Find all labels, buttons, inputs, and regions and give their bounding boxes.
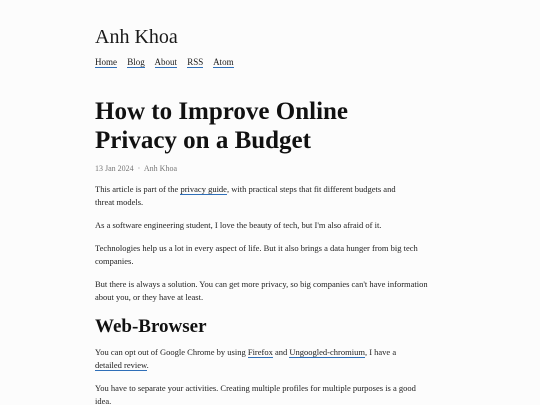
nav-atom-link[interactable]: Atom xyxy=(213,57,234,67)
nav-blog-link[interactable]: Blog xyxy=(127,57,145,67)
site-title[interactable]: Anh Khoa xyxy=(95,26,178,48)
post-author: Anh Khoa xyxy=(143,164,178,173)
post-meta xyxy=(95,163,445,175)
paragraph-text: and xyxy=(272,347,290,357)
paragraph-technologies: Technologies help us a lot in every aspect of life. But it also brings a data hunger from big tech companies. xyxy=(95,243,418,266)
paragraph-text: . xyxy=(146,360,149,370)
content-column xyxy=(95,25,445,405)
paragraph-text: , with practical steps that fit different budgets and threat models. xyxy=(95,184,396,207)
privacy-guide-link[interactable]: privacy guide xyxy=(180,184,227,194)
nav-about-link[interactable]: About xyxy=(154,57,178,67)
paragraph-browser xyxy=(95,346,415,372)
paragraph-intro xyxy=(95,183,415,209)
post-title-line-1: How to Improve Online xyxy=(95,98,349,125)
firefox-link[interactable]: Firefox xyxy=(247,347,273,357)
post-date: 13 Jan 2024 xyxy=(95,164,134,173)
site-nav xyxy=(95,55,445,69)
paragraph-student: As a software engineering student, I love the beauty of tech, but I'm also afraid of it. xyxy=(95,220,382,230)
post-title-line-2: Privacy on a Budget xyxy=(95,127,311,154)
detailed-review-link[interactable]: detailed review xyxy=(95,360,147,370)
meta-separator: · xyxy=(137,164,141,173)
paragraph-text: This article is part of the xyxy=(95,184,181,194)
paragraph-solution: But there is always a solution. You can get more privacy, so big companies can't have information about you, or they have at least. xyxy=(95,279,428,302)
paragraph-text: , I have a xyxy=(364,347,397,357)
ungoogled-chromium-link[interactable]: Ungoogled-chromium xyxy=(289,347,365,357)
paragraph-profiles: You have to separate your activities. Creating multiple profiles for multiple purposes is a good idea. xyxy=(95,383,416,405)
section-heading-web-browser: Web-Browser xyxy=(95,316,207,337)
post-title xyxy=(95,97,445,155)
nav-home-link[interactable]: Home xyxy=(95,57,117,67)
nav-rss-link[interactable]: RSS xyxy=(187,57,204,67)
paragraph-text: You can opt out of Google Chrome by using xyxy=(95,347,248,357)
